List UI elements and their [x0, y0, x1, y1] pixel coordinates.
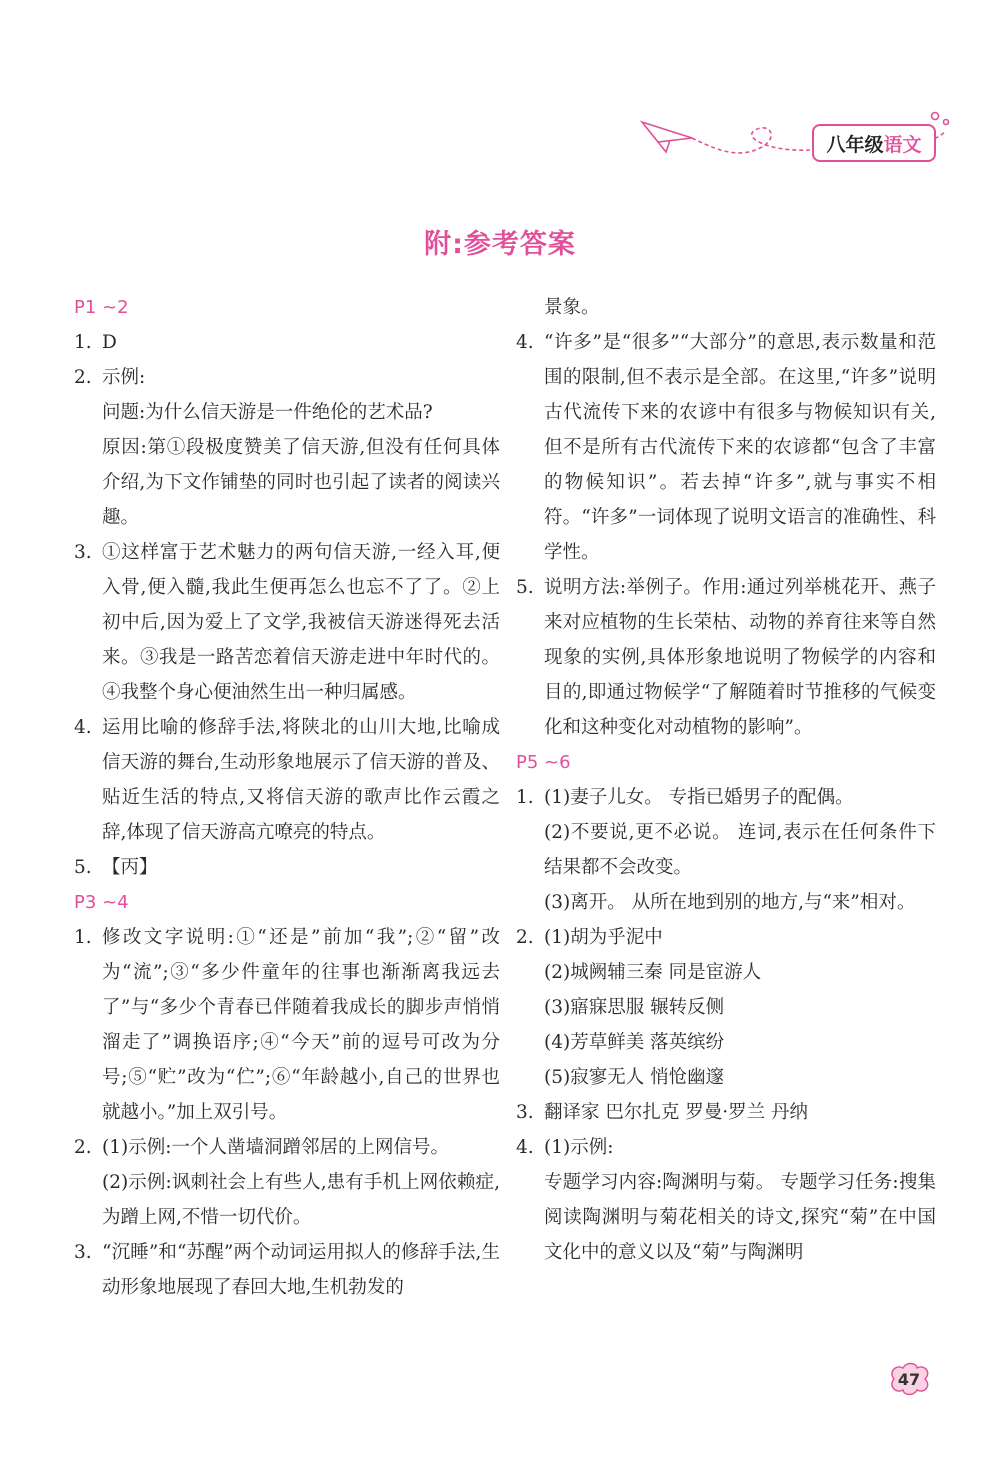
- item-number: 5.: [74, 857, 92, 878]
- section-heading-p3-4: P3 ~4: [74, 892, 129, 913]
- item-number: 1.: [74, 927, 92, 948]
- item-text: (1)示例:一个人凿墙洞蹭邻居的上网信号。: [102, 1137, 449, 1158]
- item-text: D: [102, 332, 117, 353]
- page-number: 47: [897, 1369, 921, 1389]
- item-number: 2.: [516, 927, 534, 948]
- item-text: 运用比喻的修辞手法,将陕北的山川大地,比喻成信天游的舞台,生动形象地展示了信天游的普及、贴近生活的特点,又将信天游的歌声比作云霞之辞,体现了信天游高亢嘹亮的特点。: [102, 717, 500, 843]
- answer-item: [74, 325, 500, 360]
- section-heading-p5-6: P5 ~6: [516, 752, 571, 773]
- answer-item: [74, 360, 500, 395]
- item-subtext: 原因:第①段极度赞美了信天游,但没有任何具体介绍,为下文作铺垫的同时也引起了读者的阅读兴趣。: [102, 437, 500, 528]
- answer-item: [516, 1130, 936, 1165]
- item-subtext: (4)芳草鲜美 落英缤纷: [544, 1032, 725, 1053]
- item-subtext: (3)离开。 从所在地到别的地方,与“来”相对。: [544, 892, 916, 913]
- item-subtext: 专题学习内容:陶渊明与菊。 专题学习任务:搜集阅读陶渊明与菊花相关的诗文,探究“菊”在中国文化中的意义以及“菊”与陶渊明: [544, 1172, 936, 1263]
- item-subtext: (2)示例:讽刺社会上有些人,患有手机上网依赖症,为蹭上网,不惜一切代价。: [102, 1172, 500, 1228]
- answer-item: [516, 920, 936, 955]
- item-number: 3.: [74, 542, 92, 563]
- item-text: (1)胡为乎泥中: [544, 927, 663, 948]
- item-subtext: 问题:为什么信天游是一件绝伦的艺术品?: [102, 402, 433, 423]
- answer-item: [74, 710, 500, 850]
- answer-item: [74, 1130, 500, 1165]
- section-heading-p1-2: P1 ~2: [74, 297, 129, 318]
- item-number: 1.: [74, 332, 92, 353]
- item-number: 3.: [74, 1242, 92, 1263]
- grade-subject-badge: [812, 124, 936, 162]
- page-number-badge: [886, 1362, 932, 1396]
- item-text: ①这样富于艺术魅力的两句信天游,一经入耳,便入骨,便入髓,我此生便再怎么也忘不了了。②上初中后,因为爱上了文学,我被信天游迷得死去活来。③我是一路苦恋着信天游走进中年时代的。④我整个身心便油然生出一种归属感。: [102, 542, 500, 703]
- answer-item: [516, 325, 936, 570]
- item-number: 2.: [74, 367, 92, 388]
- item-number: 5.: [516, 577, 534, 598]
- item-text: 【丙】: [102, 857, 158, 878]
- item-number: 4.: [516, 1137, 534, 1158]
- page-title: 附:参考答案: [424, 229, 576, 260]
- answer-item: [74, 850, 500, 885]
- item-subtext: (5)寂寥无人 悄怆幽邃: [544, 1067, 725, 1088]
- item-number: 3.: [516, 1102, 534, 1123]
- item-text: (1)妻子儿女。 专指已婚男子的配偶。: [544, 787, 854, 808]
- item-subtext: (2)城阙辅三秦 同是宦游人: [544, 962, 762, 983]
- item-text: 修改文字说明:①“还是”前加“我”;②“留”改为“流”;③“多少件童年的往事也渐渐离我远去了”与“多少个青春已伴随着我成长的脚步声悄悄溜走了”调换语序;④“今天”前的逗号可改为分号;⑤“贮”改为“伫”;⑥“年龄越小,自己的世界也就越小。”加上双引号。: [102, 927, 500, 1123]
- item-number: 4.: [74, 717, 92, 738]
- subject-label: 语文: [883, 133, 922, 156]
- item-number: 2.: [74, 1137, 92, 1158]
- item-text: 说明方法:举例子。作用:通过列举桃花开、燕子来对应植物的生长荣枯、动物的养育往来等自然现象的实例,具体形象地说明了物候学的内容和目的,即通过物候学“了解随着时节推移的气候变化和这种变化对动植物的影响”。: [544, 577, 936, 738]
- item-number: 4.: [516, 332, 534, 353]
- item-text: 翻译家 巴尔扎克 罗曼·罗兰 丹纳: [544, 1102, 809, 1123]
- item-text: “许多”是“很多”“大部分”的意思,表示数量和范围的限制,但不表示是全部。在这里,“许多”说明古代流传下来的农谚中有很多与物候知识有关,但不是所有古代流传下来的农谚都“包含了丰富的物候知识”。若去掉“许多”,就与事实不相符。“许多”一词体现了说明文语言的准确性、科学性。: [544, 332, 936, 563]
- answer-item: [74, 920, 500, 1130]
- item-subtext: (2)不要说,更不必说。 连词,表示在任何条件下结果都不会改变。: [544, 822, 936, 878]
- item-text: “沉睡”和“苏醒”两个动词运用拟人的修辞手法,生动形象地展现了春回大地,生机勃发的: [102, 1242, 500, 1298]
- item-subtext: (3)寤寐思服 辗转反侧: [544, 997, 725, 1018]
- right-column: [516, 290, 936, 1270]
- item-text: 示例:: [102, 367, 146, 388]
- item-text: (1)示例:: [544, 1137, 614, 1158]
- answer-item: [516, 1095, 936, 1130]
- answer-item: [74, 535, 500, 710]
- item-number: 1.: [516, 787, 534, 808]
- left-column: [74, 290, 500, 1305]
- answer-item: [74, 1235, 500, 1305]
- item-continuation: 景象。: [544, 297, 600, 318]
- answer-item: [516, 570, 936, 745]
- grade-label: 八年级: [826, 133, 884, 156]
- answer-item: [516, 780, 936, 815]
